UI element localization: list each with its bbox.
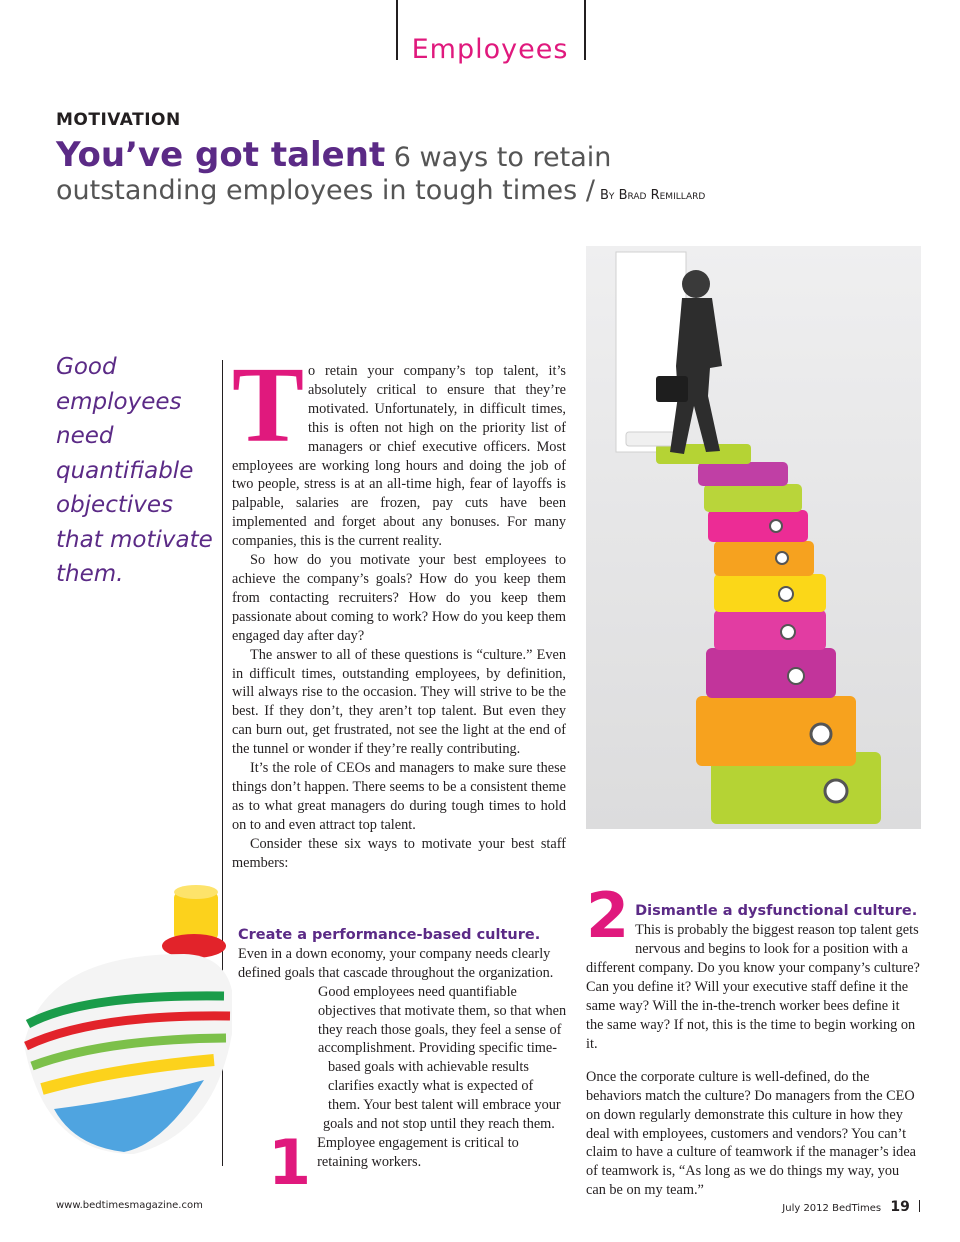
- tip-1: [238, 926, 568, 1199]
- drop-cap: T: [232, 346, 305, 465]
- page-number: 19: [890, 1199, 910, 1215]
- footer-url: www.bedtimesmagazine.com: [56, 1200, 203, 1211]
- paragraph-1: [232, 346, 566, 551]
- paragraph-4: It’s the role of CEOs and managers to make sure these things don’t happen. There seems to be a consistent theme as to what great managers do during tough times to hold on to and even attract top talent.: [232, 760, 566, 833]
- footer-issue: July 2012: [782, 1203, 829, 1214]
- byline: By Brad Remillard: [600, 188, 706, 204]
- paragraph-5: Consider these six ways to motivate your best staff members:: [232, 835, 566, 871]
- spinning-top-illustration: [14, 884, 232, 1176]
- footer-bar: [919, 1200, 920, 1212]
- pull-quote: Good employees need quantifiable objectives that motivate them.: [56, 354, 213, 587]
- binder-stairs-photo: [586, 246, 921, 829]
- tip-1-number: 1: [268, 1126, 312, 1199]
- tip-2: [586, 879, 920, 1214]
- paragraph-1-text: o retain your company’s top talent, it’s absolutely critical to ensure that they’re motivated. Unfortunately, in difficult times, this is often not high on the priority list of managers or chief executive officers. Most employees are working long hours and doing the job of two people, stress is at an all-time high, fear of layoffs is palpable, salaries are frozen, pay cuts have been implemented and forget about any bonuses. For many companies, this is the current reality.: [232, 363, 566, 550]
- headline-main: You’ve got talent: [56, 135, 386, 175]
- tip-2-text: This is probably the biggest reason top talent gets nervous and begins to look for a position with a different company. Do you know your company’s culture? Can you define it? Will your executive staff define it the same way? Will the in-the-trench worker bees define it the same way? If not, this is the time to begin working on it.: [586, 922, 920, 1052]
- section-label: Employees: [411, 34, 569, 65]
- tip-2-paragraph-2: Once the corporate culture is well-defined, do the behaviors match the culture? Do managers from the CEO on down regularly demonstrate this culture in how they deal with employees, customers and vendors? You can’t claim to have a culture of teamwork if the manager’s idea of teamwork is, “As long as we do things my way, you can be on my team.”: [586, 1068, 917, 1199]
- kicker: MOTIVATION: [56, 110, 181, 130]
- headline-sub-2: outstanding employees in tough times /: [56, 175, 595, 207]
- headline-sub-1: 6 ways to retain: [385, 142, 612, 173]
- tip-2-paragraph-1: [586, 902, 920, 1053]
- footer-folio: [782, 1199, 920, 1215]
- tip-2-number: 2: [586, 879, 630, 952]
- article-body: [232, 346, 566, 872]
- footer-magazine: BedTimes: [832, 1203, 882, 1214]
- headline: [56, 136, 896, 206]
- paragraph-3: The answer to all of these questions is “culture.” Even in difficult times, outstanding employees, by definition, will always rise to the occasion. They will strive to be the best. If they don’t, they aren’t top talent. But even they can burn out, get frustrated, not see the light at the end of the tunnel or wonder if they’re really contributing.: [232, 646, 566, 758]
- tip-1-text: Even in a down economy, your company needs clearly defined goals that cascade throughout the organization. Good employees need quantifiable objectives that motivate them, so that when they reach those goals, they feel a sense of accomplishment. Providing specific time-based goals with achievable results clarifies exactly what is expected of them. Your best talent will embrace your goals and not stop until they reach them. Employee engagement is critical to retaining workers.: [238, 945, 567, 1170]
- tip-2-heading: Dismantle a dysfunctional culture.: [635, 903, 918, 920]
- tip-1-heading: Create a performance-based culture.: [238, 927, 541, 943]
- paragraph-2: So how do you motivate your best employees to achieve the company’s goals? How do you keep them from contacting recruiters? How do you keep them passionate about coming to work? How do you keep them engaged day after day?: [232, 552, 566, 644]
